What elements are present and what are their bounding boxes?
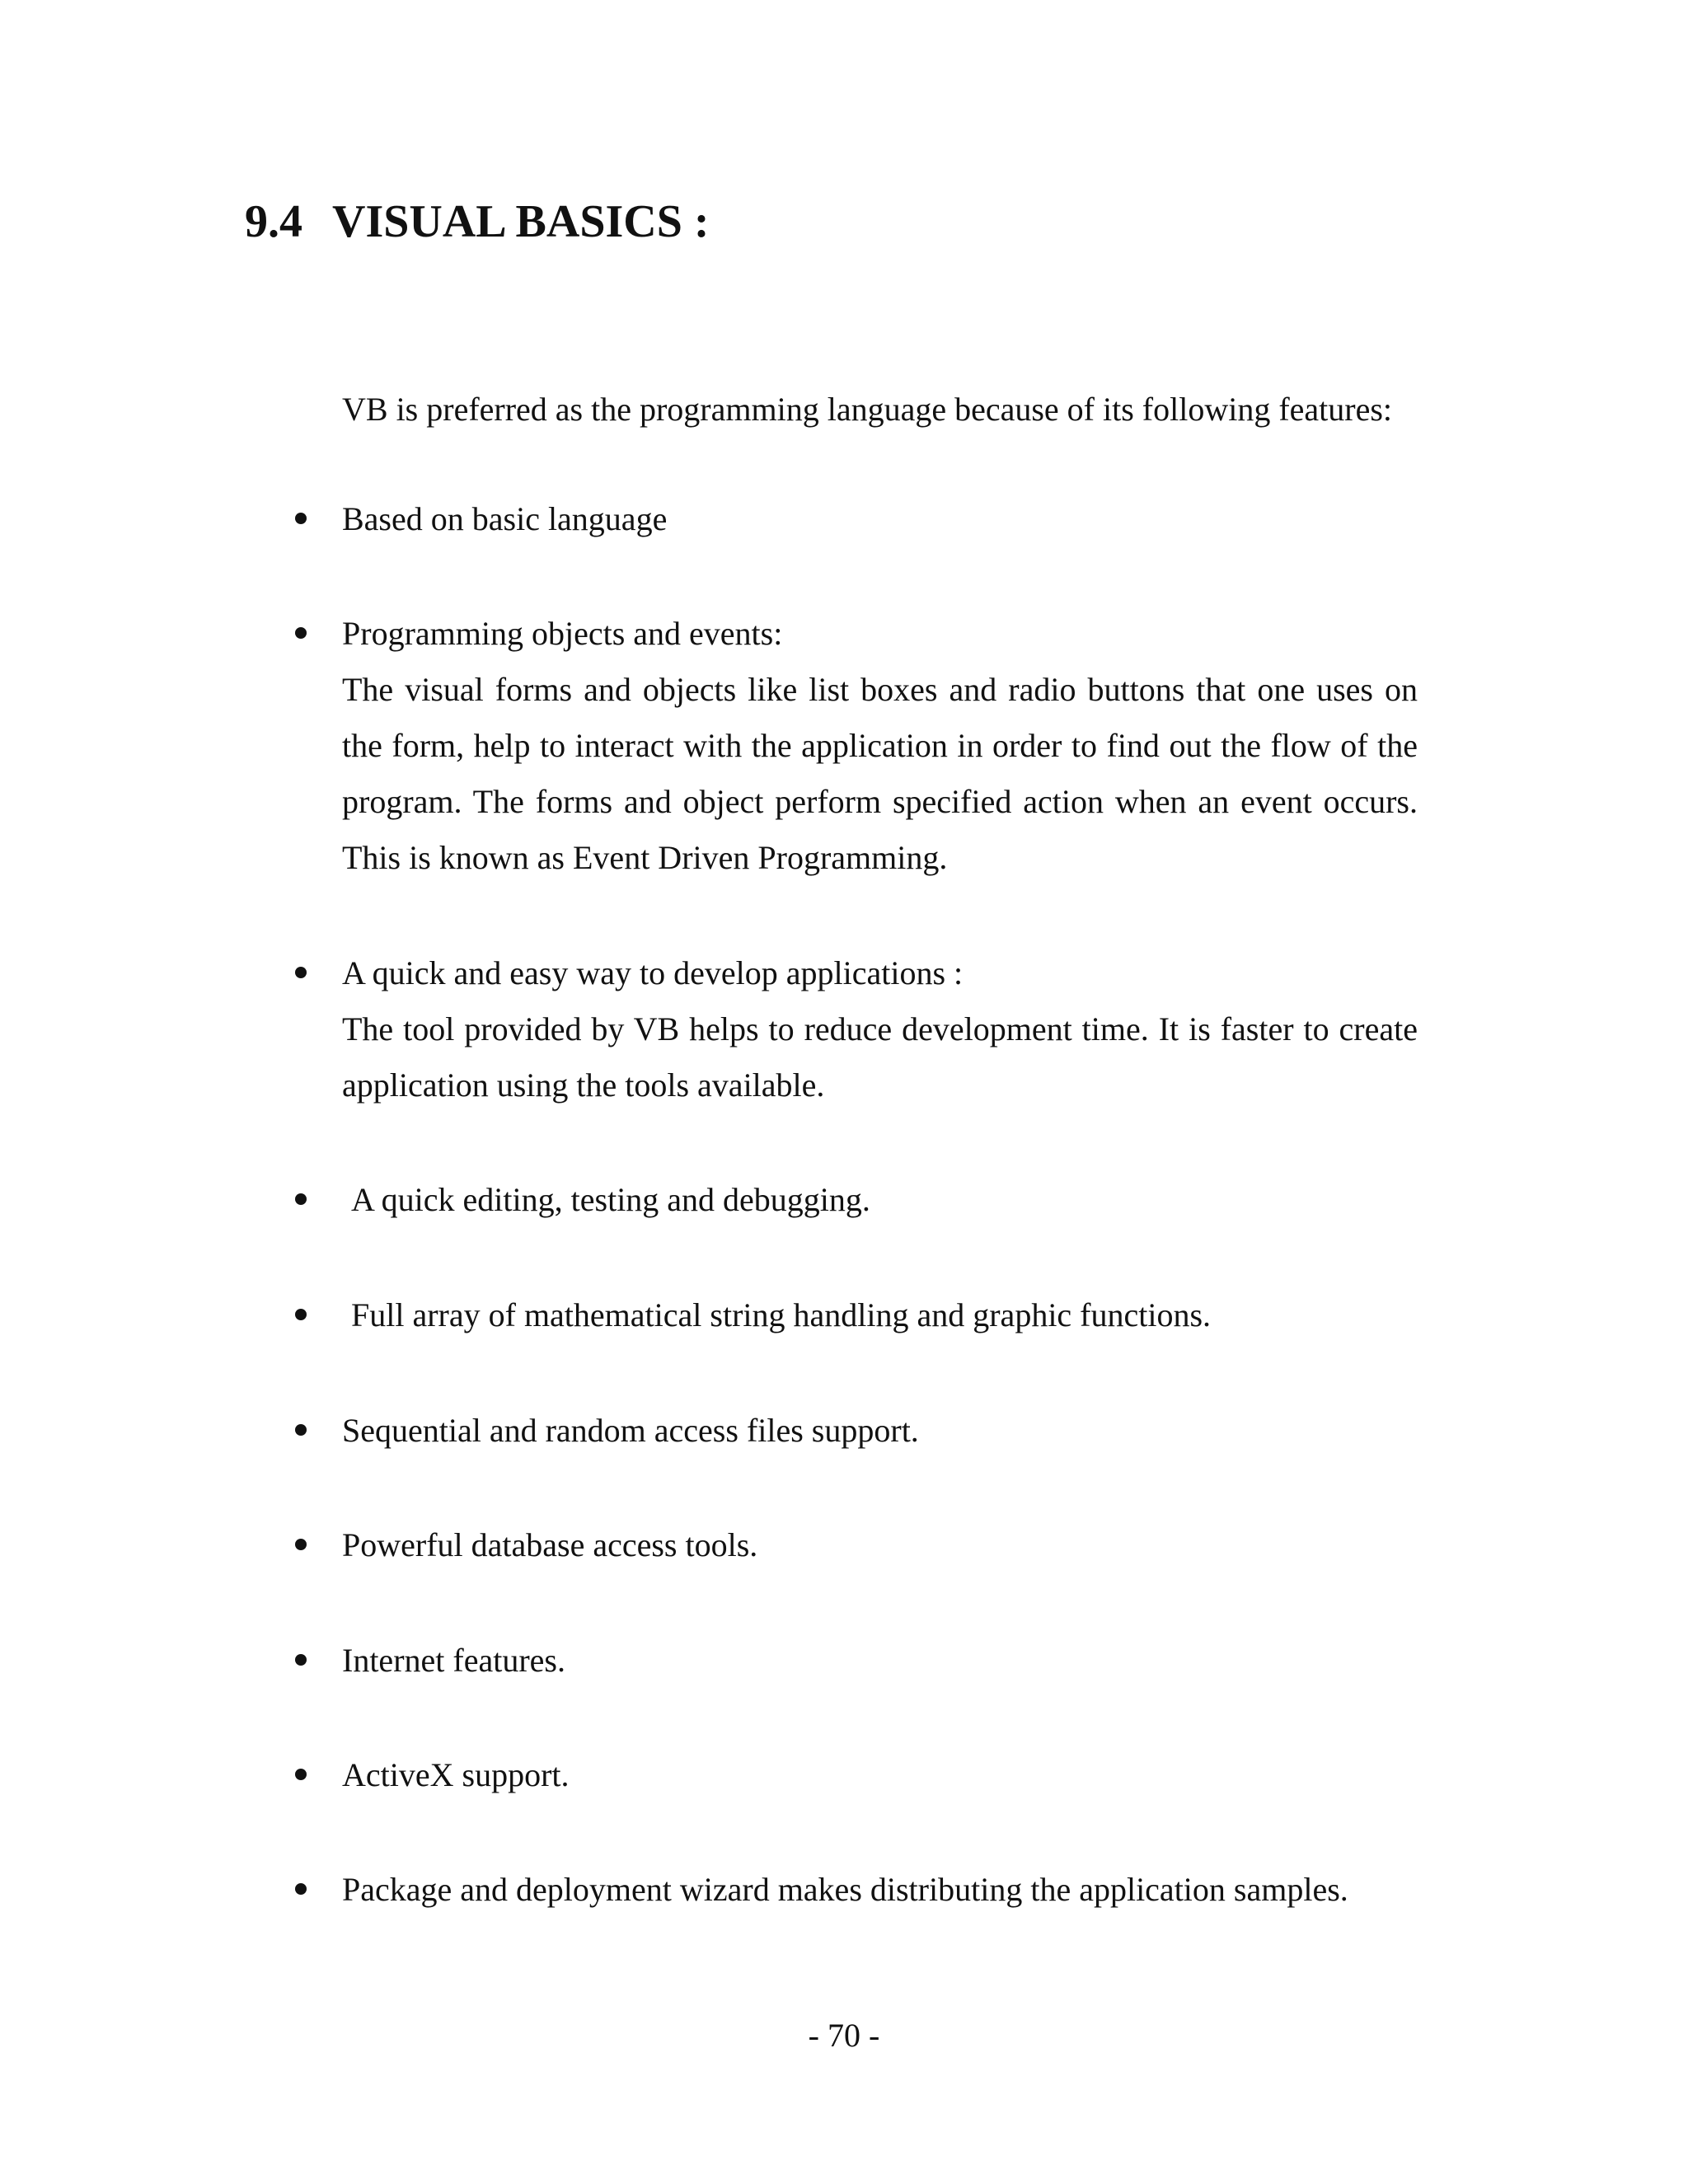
list-item-title: Based on basic language — [342, 500, 668, 537]
list-item — [295, 1172, 1418, 1228]
list-item — [295, 606, 1418, 886]
list-item-title: A quick and easy way to develop applications : — [342, 954, 964, 991]
bullet-icon — [295, 1193, 307, 1205]
list-item-title: Programming objects and events: — [342, 615, 783, 652]
bullet-icon — [295, 967, 307, 978]
bullet-icon — [295, 627, 307, 639]
list-item — [295, 1862, 1418, 1918]
list-item-title: ActiveX support. — [342, 1756, 570, 1793]
list-item-description: The tool provided by VB helps to reduce development time. It is faster to create application using the tools available. — [342, 1010, 1418, 1104]
bullet-icon — [295, 1654, 307, 1666]
list-item — [295, 1287, 1418, 1343]
list-item — [295, 1517, 1418, 1573]
list-item-title: A quick editing, testing and debugging. — [351, 1181, 870, 1218]
bullet-icon — [295, 1424, 307, 1436]
bullet-icon — [295, 1883, 307, 1895]
list-item — [295, 1633, 1418, 1689]
section-heading — [245, 194, 710, 249]
bullet-icon — [295, 1769, 307, 1780]
list-item-title: Full array of mathematical string handling and graphic functions. — [351, 1296, 1212, 1333]
list-item-title: Package and deployment wizard makes distributing the application samples. — [342, 1871, 1348, 1908]
list-item — [295, 1747, 1418, 1803]
bullet-icon — [295, 1539, 307, 1550]
bullet-icon — [295, 513, 307, 524]
list-item — [295, 491, 1418, 547]
bullet-icon — [295, 1309, 307, 1320]
list-item-title: Powerful database access tools. — [342, 1526, 758, 1563]
section-title: VISUAL BASICS : — [332, 196, 710, 247]
list-item — [295, 945, 1418, 1113]
list-item-description: The visual forms and objects like list boxes and radio buttons that one uses on the form, help to interact with the application in order to find out the flow of the program. The forms and object perform specified action when an event occurs. This is known as Event Driven Programming. — [342, 671, 1418, 876]
list-item-title: Sequential and random access files support. — [342, 1412, 919, 1449]
section-number: 9.4 — [245, 196, 302, 247]
intro-paragraph: VB is preferred as the programming language because of its following features: — [342, 391, 1393, 428]
list-item — [295, 1403, 1418, 1459]
page-number: - 70 - — [808, 2017, 880, 2054]
list-item-title: Internet features. — [342, 1642, 565, 1679]
